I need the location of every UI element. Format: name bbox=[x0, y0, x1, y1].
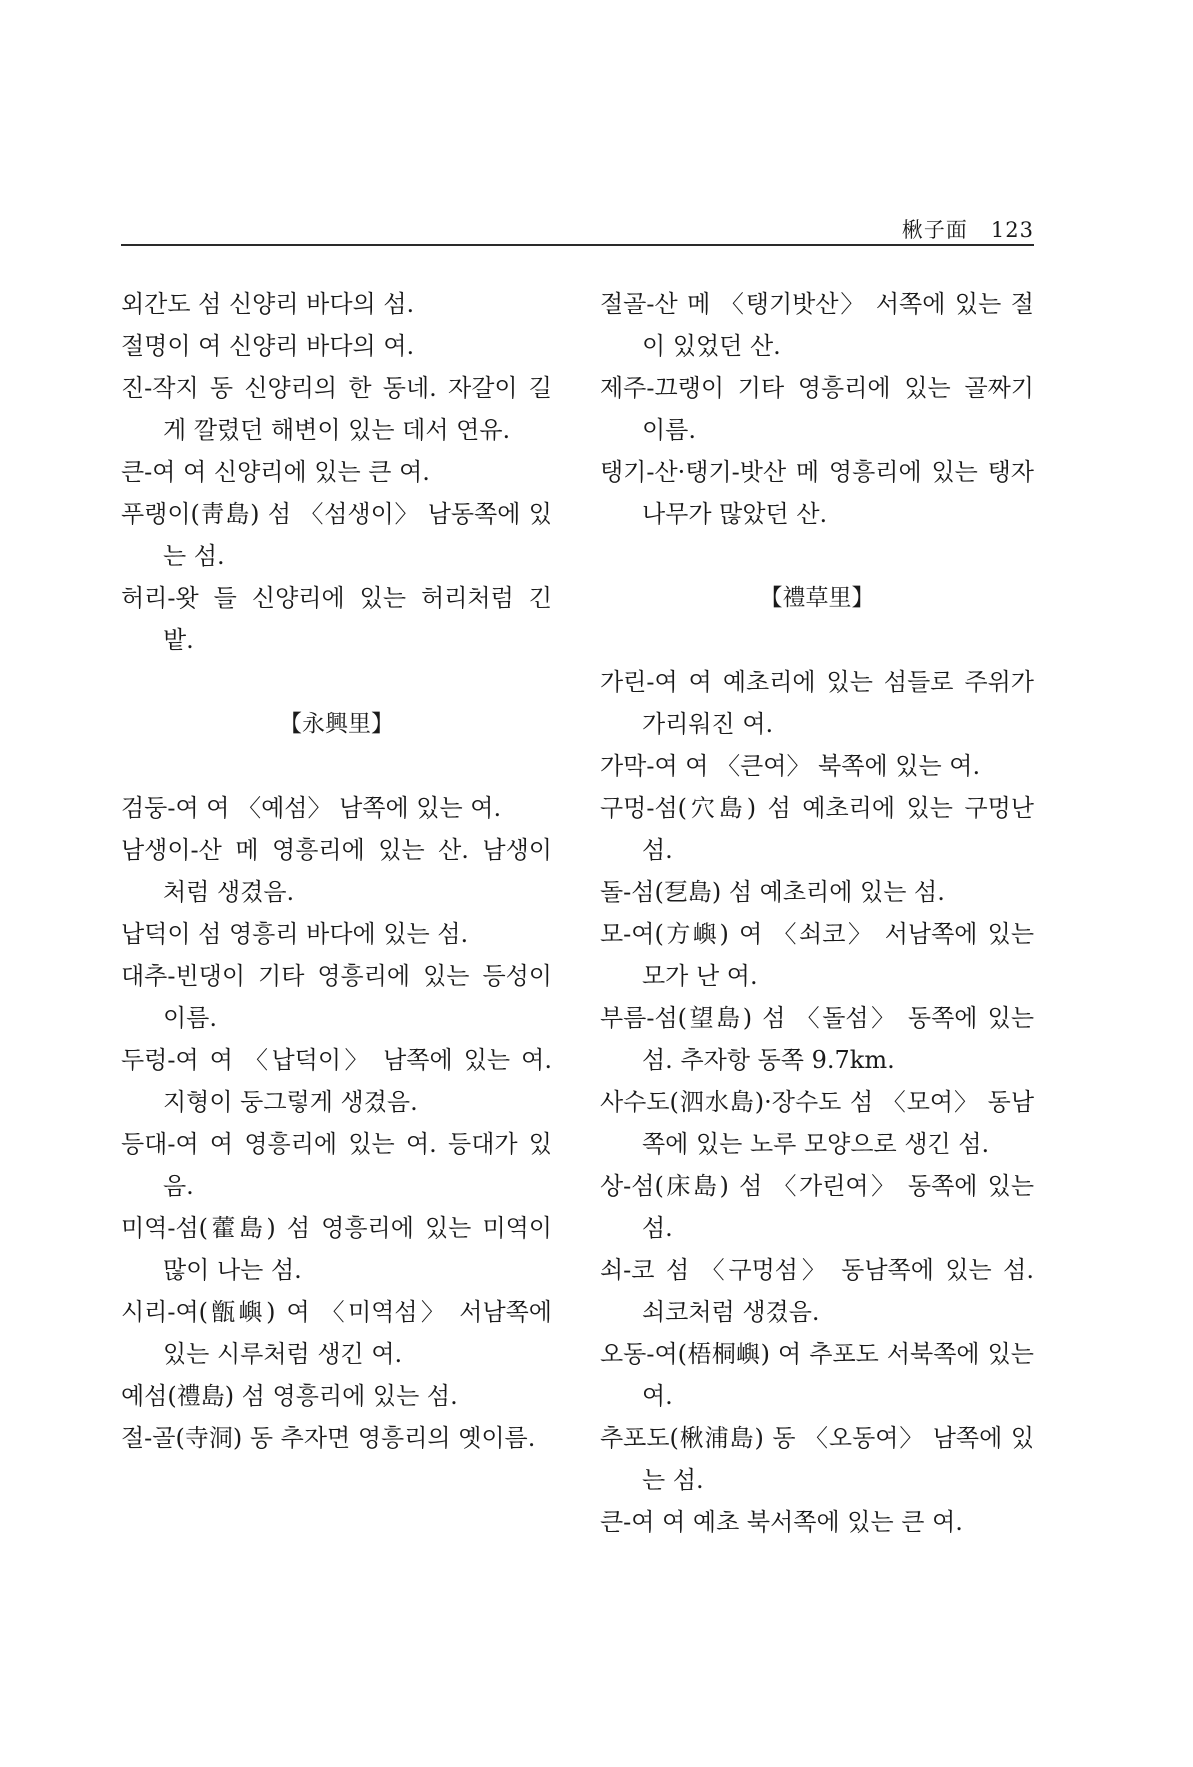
entry: 제주-끄랭이 기타 영흥리에 있는 골짜기 이름. bbox=[600, 374, 1034, 444]
entry: 남생이-산 메 영흥리에 있는 산. 남생이 처럼 생겼음. bbox=[121, 836, 552, 906]
entry: 돌-섬(乭島) 섬 예초리에 있는 섬. bbox=[600, 878, 945, 906]
entry: 절골-산 메 〈탱기밧산〉 서쪽에 있는 절이 있었던 산. bbox=[600, 290, 1034, 360]
entry: 진-작지 동 신양리의 한 동네. 자갈이 길게 깔렸던 해변이 있는 데서 연유. bbox=[121, 374, 552, 444]
spacer bbox=[121, 661, 552, 703]
left-column bbox=[121, 283, 552, 1459]
entry: 큰-여 여 예초 북서쪽에 있는 큰 여. bbox=[600, 1508, 963, 1536]
entry: 절명이 여 신양리 바다의 여. bbox=[121, 332, 415, 360]
entry: 큰-여 여 신양리에 있는 큰 여. bbox=[121, 458, 430, 486]
spacer bbox=[121, 745, 552, 787]
spacer bbox=[600, 535, 1034, 577]
entry: 시리-여(甑嶼) 여 〈미역섬〉 서남쪽에 있는 시루처럼 생긴 여. bbox=[121, 1298, 552, 1368]
entry: 미역-섬(藿島) 섬 영흥리에 있는 미역이 많이 나는 섬. bbox=[121, 1214, 552, 1284]
section-title: 【永興里】 bbox=[279, 711, 394, 737]
entry: 외간도 섬 신양리 바다의 섬. bbox=[121, 290, 415, 318]
section-name: 楸子面 bbox=[901, 218, 968, 242]
entry: 가린-여 여 예초리에 있는 섬들로 주위가 가리워진 여. bbox=[600, 668, 1034, 738]
entry: 대추-빈댕이 기타 영흥리에 있는 등성이 이름. bbox=[121, 962, 552, 1032]
right-column bbox=[600, 283, 1034, 1543]
spacer bbox=[600, 619, 1034, 661]
entry: 가막-여 여 〈큰여〉 북쪽에 있는 여. bbox=[600, 752, 981, 780]
entry: 쇠-코 섬 〈구멍섬〉 동남쪽에 있는 섬. 쇠코처럼 생겼음. bbox=[600, 1256, 1034, 1326]
entry: 검둥-여 여 〈예섬〉 남쪽에 있는 여. bbox=[121, 794, 502, 822]
page-header bbox=[121, 208, 1034, 248]
entry: 구멍-섬(穴島) 섬 예초리에 있는 구멍난 섬. bbox=[600, 794, 1034, 864]
entry: 예섬(禮島) 섬 영흥리에 있는 섬. bbox=[121, 1382, 458, 1410]
page-number: 123 bbox=[990, 218, 1034, 242]
entry: 등대-여 여 영흥리에 있는 여. 등대가 있음. bbox=[121, 1130, 552, 1200]
entry: 납덕이 섬 영흥리 바다에 있는 섬. bbox=[121, 920, 469, 948]
entry: 두렁-여 여 〈납덕이〉 남쪽에 있는 여. 지형이 둥그렇게 생겼음. bbox=[121, 1046, 552, 1116]
entry: 탱기-산·탱기-밧산 메 영흥리에 있는 탱자나무가 많았던 산. bbox=[600, 458, 1034, 528]
entry: 사수도(泗水島)·장수도 섬 〈모여〉 동남쪽에 있는 노루 모양으로 생긴 섬. bbox=[600, 1088, 1034, 1158]
entry: 절-골(寺洞) 동 추자면 영흥리의 옛이름. bbox=[121, 1424, 536, 1452]
entry: 푸랭이(靑島) 섬 〈섬생이〉 남동쪽에 있는 섬. bbox=[121, 500, 552, 570]
running-head bbox=[902, 214, 1034, 244]
entry: 오동-여(梧桐嶼) 여 추포도 서북쪽에 있는 여. bbox=[600, 1340, 1034, 1410]
section-title: 【禮草里】 bbox=[759, 585, 875, 611]
entry: 추포도(楸浦島) 동 〈오동여〉 남쪽에 있는 섬. bbox=[600, 1424, 1034, 1494]
entry: 모-여(方嶼) 여 〈쇠코〉 서남쪽에 있는 모가 난 여. bbox=[600, 920, 1034, 990]
header-rule bbox=[121, 244, 1034, 246]
entry: 상-섬(床島) 섬 〈가린여〉 동쪽에 있는 섬. bbox=[600, 1172, 1034, 1242]
entry: 부름-섬(望島) 섬 〈돌섬〉 동쪽에 있는 섬. 추자항 동쪽 9.7km. bbox=[600, 1004, 1034, 1074]
entry: 허리-왓 들 신양리에 있는 허리처럼 긴 밭. bbox=[121, 584, 552, 654]
